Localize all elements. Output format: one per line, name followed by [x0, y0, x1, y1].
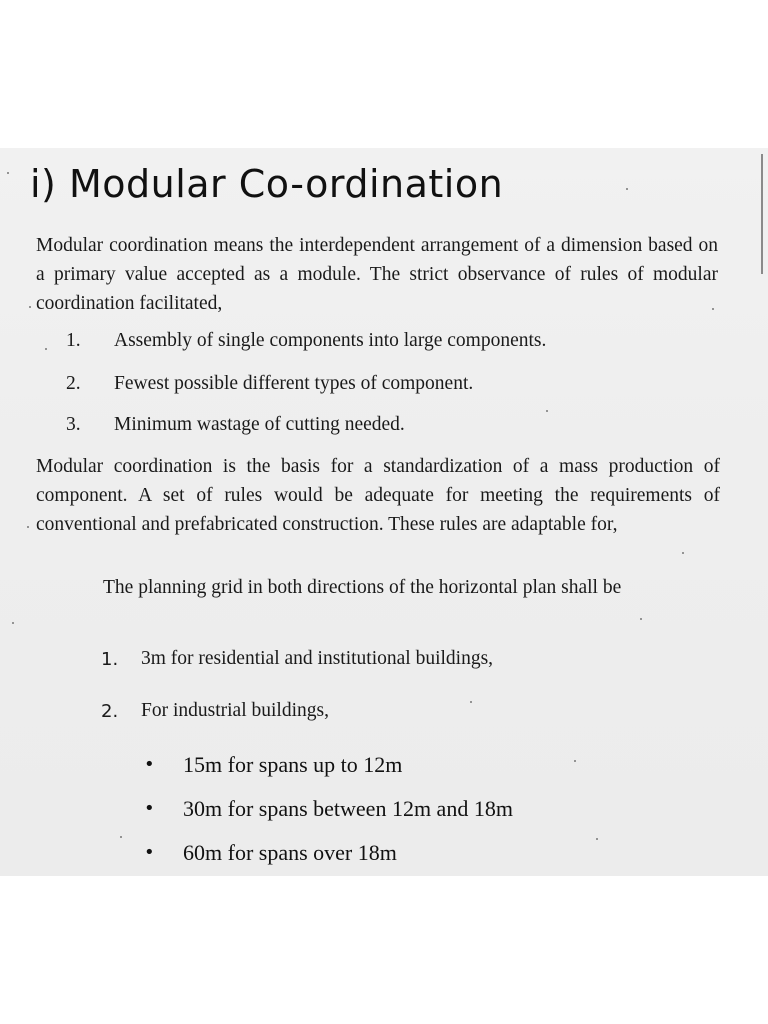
- scan-speck: [45, 348, 47, 350]
- scan-speck: [596, 838, 598, 840]
- scan-speck: [626, 188, 628, 190]
- scan-speck: [712, 308, 714, 310]
- intro-paragraph: Modular coordination means the interdependent arrangement of a dimension based on a primary value accepted as a module. The strict observance of rules of modular coordination facilitated,: [36, 235, 718, 314]
- basis-paragraph: Modular coordination is the basis for a standardization of a mass production of component. A set of rules would be adequate for meeting the requirements of conventional and prefabricated construction. These rules are adaptable for,: [36, 456, 720, 535]
- list-item-number: 2.: [101, 701, 119, 722]
- list-item-number: 3.: [66, 414, 81, 435]
- bullet-text: 60m for spans over 18m: [183, 840, 397, 865]
- bullet-icon: •: [144, 798, 155, 819]
- scan-speck: [12, 622, 14, 624]
- list-item-text: Minimum wastage of cutting needed.: [114, 414, 405, 435]
- list-item-text: Assembly of single components into large components.: [114, 330, 547, 351]
- scan-speck: [682, 552, 684, 554]
- scan-speck: [574, 760, 576, 762]
- grid-paragraph: The planning grid in both directions of the horizontal plan shall be: [103, 577, 622, 598]
- scan-speck: [29, 306, 31, 308]
- section-title: i) Modular Co-ordination: [30, 162, 504, 206]
- scan-speck: [27, 526, 29, 528]
- bullet-text: 30m for spans between 12m and 18m: [183, 796, 513, 821]
- list-item-number: 1.: [66, 330, 81, 351]
- list-item-text: For industrial buildings,: [141, 700, 329, 721]
- scan-speck: [7, 172, 9, 174]
- scanned-page: [0, 148, 768, 876]
- bullet-icon: •: [144, 754, 155, 775]
- list-item-number: 2.: [66, 373, 81, 394]
- list-item-text: Fewest possible different types of component.: [114, 373, 474, 394]
- bullet-icon: •: [144, 842, 155, 863]
- scan-speck: [470, 701, 472, 703]
- scan-speck: [120, 836, 122, 838]
- list-item-text: 3m for residential and institutional buildings,: [141, 648, 494, 669]
- scan-speck: [546, 410, 548, 412]
- scan-speck: [640, 618, 642, 620]
- bullet-text: 15m for spans up to 12m: [183, 752, 403, 777]
- list-item-number: 1.: [101, 649, 119, 670]
- page-edge-line: [761, 154, 763, 274]
